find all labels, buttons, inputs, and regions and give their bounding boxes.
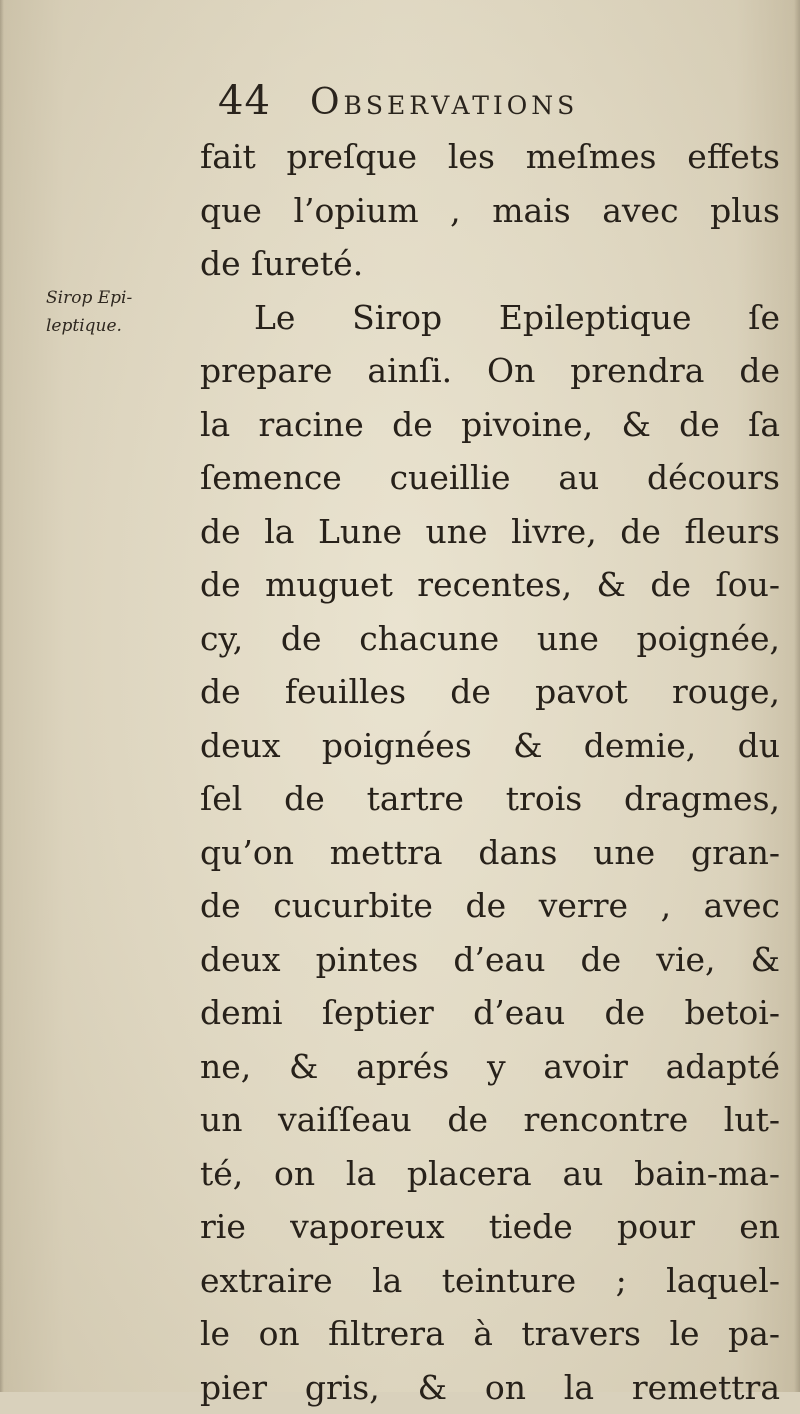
text-line: extraire la teinture ; laquel- [200,1254,780,1308]
margin-note-line: Sirop Epi- [46,284,186,312]
body-text [200,130,780,1414]
text-line: le on filtrera à travers le pa- [200,1307,780,1361]
text-line: deux poignées & demie, du [200,719,780,773]
text-line: la racine de pivoine, & de ſa [200,398,780,452]
text-line: ſel de tartre trois dragmes, [200,772,780,826]
page-edge-left [0,0,4,1392]
text-line: fait preſque les meſmes effets [200,130,780,184]
text-line: Le Sirop Epileptique ſe [200,291,780,345]
text-line: de la Lune une livre, de fleurs [200,505,780,559]
text-line: ſemence cueillie au décours [200,451,780,505]
margin-note [46,284,186,340]
text-line: un vaiſſeau de rencontre lut- [200,1093,780,1147]
running-head [218,78,778,128]
running-head-title: Observations [310,82,578,123]
text-line: deux pintes d’eau de vie, & [200,933,780,987]
text-line: cy, de chacune une poignée, [200,612,780,666]
text-line: prepare ainſi. On prendra de [200,344,780,398]
text-line: ne, & aprés y avoir adapté [200,1040,780,1094]
text-line: de feuilles de pavot rouge, [200,665,780,719]
margin-note-line: leptique. [46,312,186,340]
text-line: qu’on mettra dans une gran- [200,826,780,880]
page-number: 44 [218,78,271,124]
page-edge-right [794,0,800,1392]
text-line: té, on la placera au bain-ma- [200,1147,780,1201]
text-line: pier gris, & on la remettra [200,1361,780,1414]
text-line: de muguet recentes, & de ſou- [200,558,780,612]
text-line: de cucurbite de verre , avec [200,879,780,933]
text-line: demi ſeptier d’eau de betoi- [200,986,780,1040]
text-line: rie vaporeux tiede pour en [200,1200,780,1254]
text-line: que l’opium , mais avec plus [200,184,780,238]
text-line: de ſureté. [200,237,780,291]
